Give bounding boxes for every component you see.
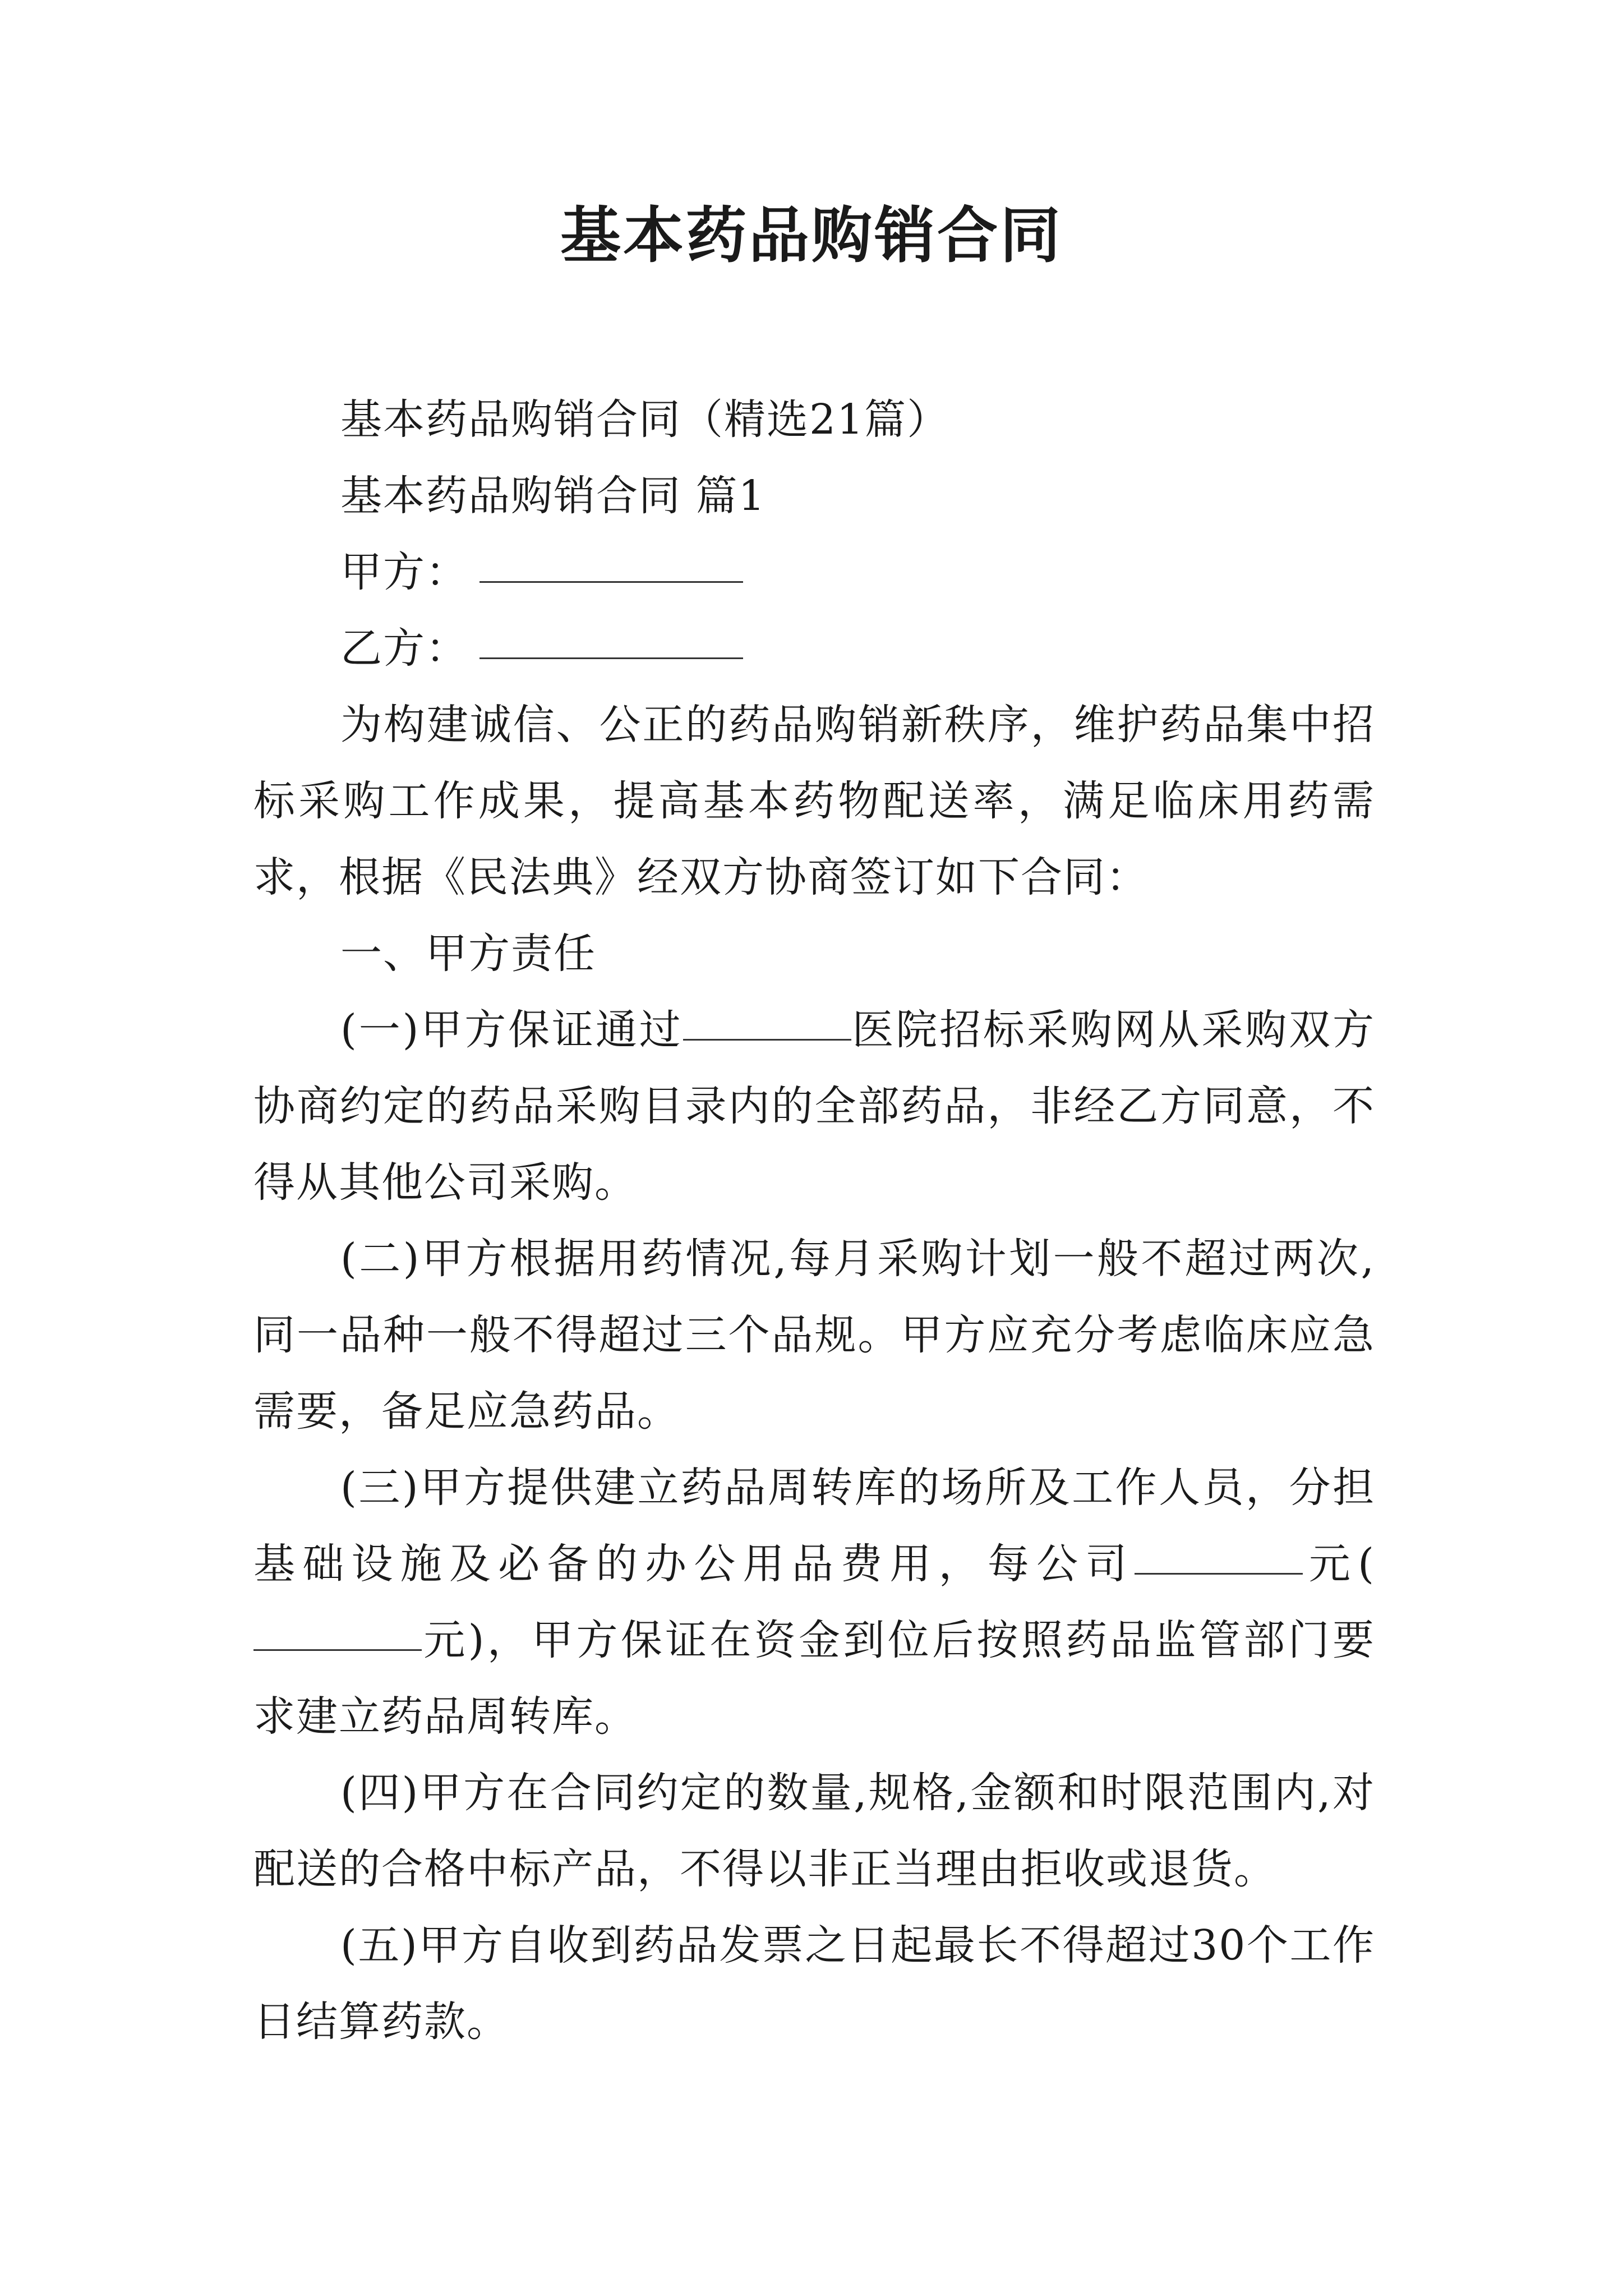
item-3-text-c: 元)，甲方保证在资金到位后按照药品监管部门要求建立药品周转库。 [253, 1616, 1375, 1741]
item-1-paragraph [253, 992, 1375, 1221]
item-5-paragraph: (五)甲方自收到药品发票之日起最长不得超过30个工作日结算药款。 [253, 1921, 1375, 2046]
subtitle: 基本药品购销合同（精选21篇） [340, 395, 950, 444]
item-3-paragraph [253, 1450, 1375, 1755]
fee-amount-blank [1135, 1531, 1303, 1575]
fee-amount-uppercase-blank [253, 1608, 422, 1651]
item-3-text-a: (三)甲方提供建立药品周转库的场所及工作人员，分担基础设施及必备的办公用品费用，每公司 [253, 1464, 1375, 1588]
item-2-paragraph: (二)甲方根据用药情况,每月采购计划一般不超过两次,同一品种一般不得超过三个品规。甲方应充分考虑临床应急需要，备足应急药品。 [253, 1235, 1375, 1435]
hospital-name-blank [683, 997, 851, 1041]
party-b-blank [479, 616, 743, 659]
item-3-text-b: 元( [1302, 1540, 1376, 1588]
party-a-label: 甲方： [340, 548, 468, 596]
item-4-paragraph: (四)甲方在合同约定的数量,规格,金额和时限范围内,对配送的合格中标产品，不得以非正当理由拒收或退货。 [253, 1769, 1375, 1893]
item-1-text-b: 医院招标采购网从采购双方协商约定的药品采购目录内的全部药品，非经乙方同意，不得从其他公司采购。 [253, 1006, 1375, 1207]
party-a-blank [479, 540, 743, 583]
party-b-line [253, 610, 1375, 687]
section-heading: 基本药品购销合同 篇1 [340, 472, 766, 520]
clause-heading: 一、甲方责任 [340, 930, 596, 978]
item-1-text-a: (一)甲方保证通过 [340, 1006, 683, 1054]
document-body [253, 381, 1375, 2060]
party-a-line [253, 534, 1375, 610]
intro-paragraph: 为构建诚信、公正的药品购销新秩序，维护药品集中招标采购工作成果，提高基本药物配送率，满足临床用药需求，根据《民法典》经双方协商签订如下合同： [253, 701, 1375, 901]
document-title: 基本药品购销合同 [560, 200, 1063, 271]
party-b-label: 乙方： [340, 624, 468, 673]
